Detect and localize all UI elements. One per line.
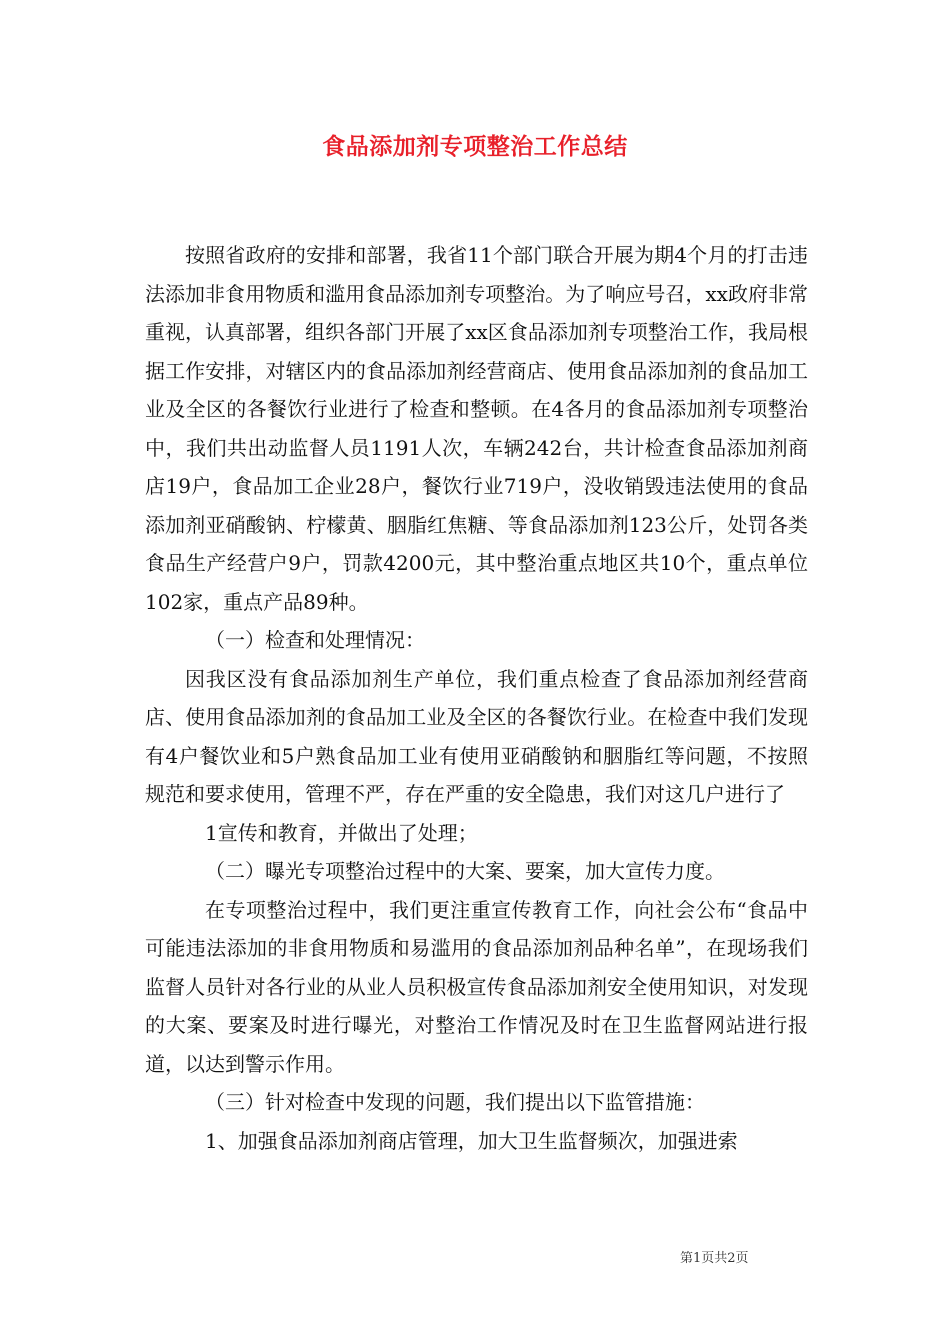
section-heading-2: （二）曝光专项整治过程中的大案、要案，加大宣传力度。 (205, 859, 725, 883)
section-heading-1: （一）检查和处理情况： (205, 628, 425, 652)
document-body (145, 236, 808, 1160)
paragraph-education: 1宣传和教育，并做出了处理； (205, 820, 478, 845)
paragraph-inspection: 因我区没有食品添加剂生产单位，我们重点检查了食品添加剂经营商店、使用食品添加剂的食品加工业及全区的各餐饮行业。在检查中我们发现有4户餐饮业和5户熟食品加工业有使用亚硝酸钠和胭脂红等问题，不按照规范和要求使用，管理不严，存在严重的安全隐患，我们对这几户进行了 (145, 666, 808, 806)
section-heading-3: （三）针对检查中发现的问题，我们提出以下监管措施： (205, 1090, 705, 1114)
paragraph-measure-1: 1、加强食品添加剂商店管理，加大卫生监督频次，加强进索 (205, 1128, 738, 1153)
page-number: 第1页共2页 (680, 1251, 749, 1266)
paragraph-publicity: 在专项整治过程中，我们更注重宣传教育工作，向社会公布“食品中可能违法添加的非食用物质和易滥用的食品添加剂品种名单”，在现场我们监督人员针对各行业的从业人员积极宣传食品添加剂安全使用知识，对发现的大案、要案及时进行曝光，对整治工作情况及时在卫生监督网站进行报道，以达到警示作用。 (145, 897, 808, 1076)
page-title: 食品添加剂专项整治工作总结 (322, 133, 628, 160)
paragraph-intro: 按照省政府的安排和部署，我省11个部门联合开展为期4个月的打击违法添加非食用物质和滥用食品添加剂专项整治。为了响应号召，xx政府非常重视，认真部署，组织各部门开展了xx区食品添加剂专项整治工作，我局根据工作安排，对辖区内的食品添加剂经营商店、使用食品添加剂的食品加工业及全区的各餐饮行业进行了检查和整顿。在4各月的食品添加剂专项整治中，我们共出动监督人员1191人次，车辆242台，共计检查食品添加剂商店19户，食品加工企业28户，餐饮行业719户，没收销毁违法使用的食品添加剂亚硝酸钠、柠檬黄、胭脂红焦糖、等食品添加剂123公斤，处罚各类食品生产经营户9户，罚款4200元，其中整治重点地区共10个，重点单位102家，重点产品89种。 (145, 243, 808, 614)
